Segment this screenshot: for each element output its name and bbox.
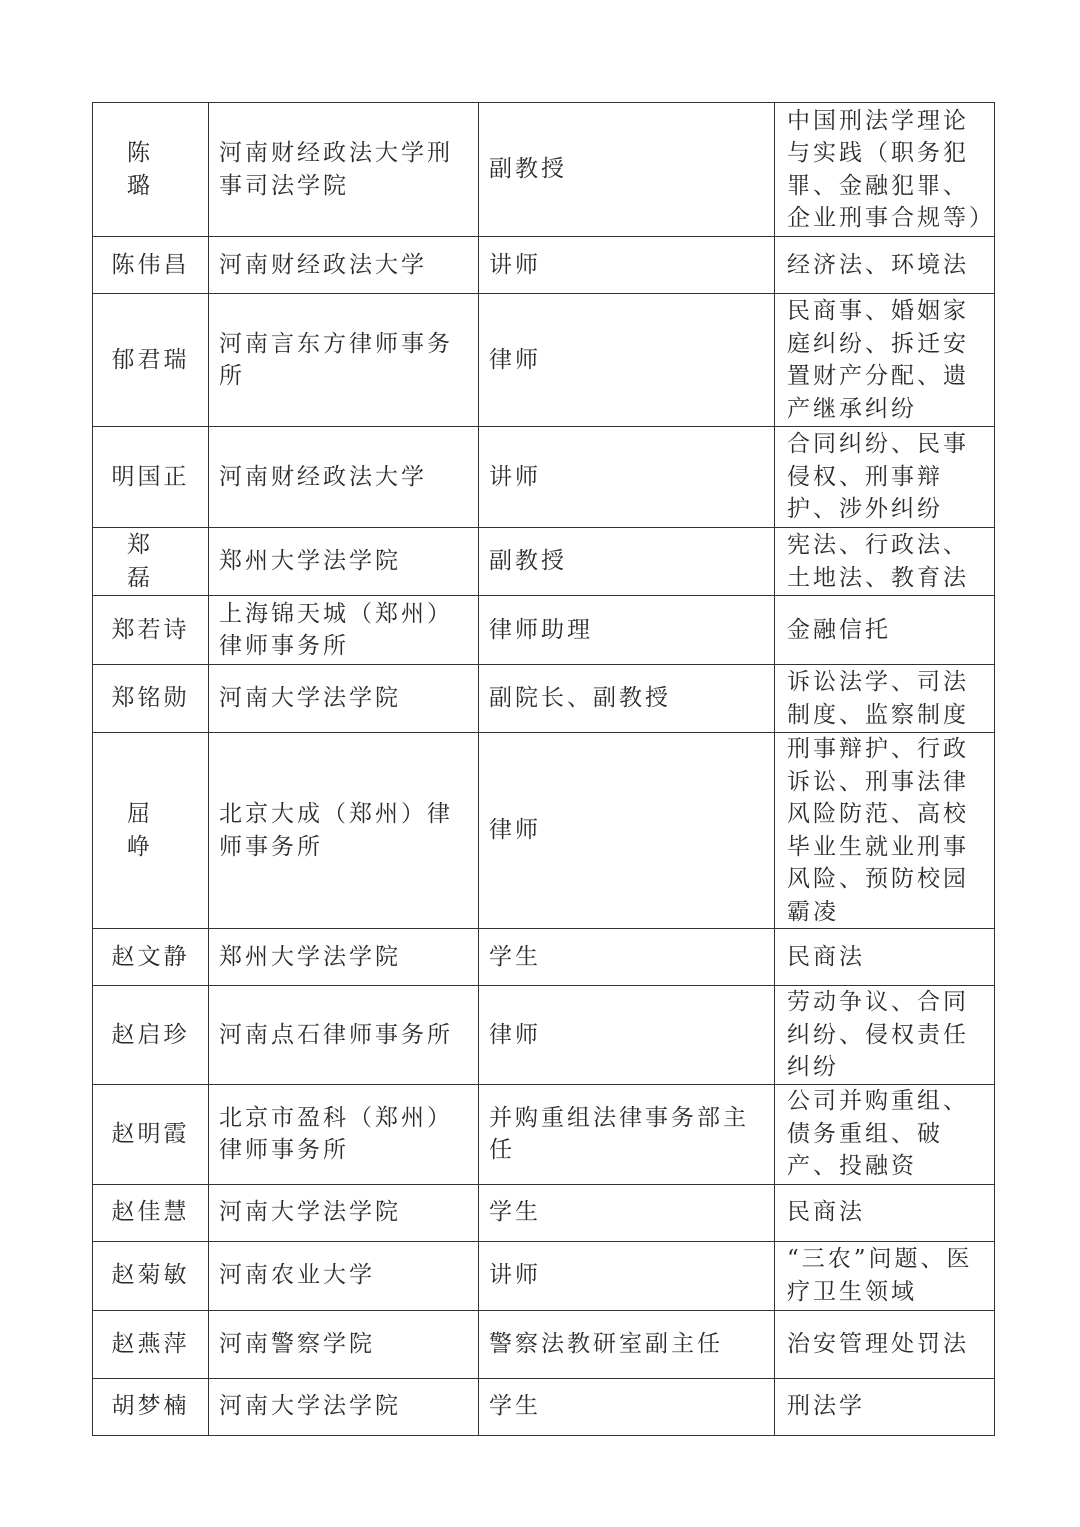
name-cell: 陈 璐 [93, 103, 209, 237]
title-cell: 律师 [479, 294, 775, 427]
name-cell: 赵燕萍 [93, 1310, 209, 1378]
field-cell: 公司并购重组、债务重组、破产、投融资 [775, 1084, 995, 1184]
organization-cell: 河南财经政法大学 [209, 427, 479, 528]
title-cell: 律师 [479, 986, 775, 1085]
field-cell: 诉讼法学、司法制度、监察制度 [775, 665, 995, 733]
table-row [93, 1184, 995, 1241]
table-row [93, 929, 995, 986]
organization-cell: 河南点石律师事务所 [209, 986, 479, 1085]
name-cell: 赵菊敏 [93, 1241, 209, 1310]
organization-cell: 北京大成（郑州）律师事务所 [209, 733, 479, 929]
table-row [93, 528, 995, 596]
title-cell: 律师助理 [479, 596, 775, 665]
table-row [93, 103, 995, 237]
table-row [93, 1310, 995, 1378]
organization-cell: 河南警察学院 [209, 1310, 479, 1378]
table-row [93, 237, 995, 294]
name-cell: 郁君瑞 [93, 294, 209, 427]
table-row [93, 294, 995, 427]
title-cell: 副教授 [479, 103, 775, 237]
table-row [93, 1084, 995, 1184]
name-cell: 赵启珍 [93, 986, 209, 1085]
table-row [93, 596, 995, 665]
title-cell: 律师 [479, 733, 775, 929]
field-cell: 民商法 [775, 1184, 995, 1241]
title-cell: 学生 [479, 1184, 775, 1241]
field-cell: 民商事、婚姻家庭纠纷、拆迁安置财产分配、遗产继承纠纷 [775, 294, 995, 427]
name-cell: 明国正 [93, 427, 209, 528]
name-cell: 胡梦楠 [93, 1378, 209, 1435]
table-row [93, 665, 995, 733]
title-cell: 副教授 [479, 528, 775, 596]
field-cell: “三农”问题、医疗卫生领域 [775, 1241, 995, 1310]
title-cell: 警察法教研室副主任 [479, 1310, 775, 1378]
name-cell: 郑若诗 [93, 596, 209, 665]
title-cell: 讲师 [479, 237, 775, 294]
organization-cell: 河南大学法学院 [209, 665, 479, 733]
field-cell: 中国刑法学理论与实践（职务犯罪、金融犯罪、企业刑事合规等） [775, 103, 995, 237]
title-cell: 并购重组法律事务部主任 [479, 1084, 775, 1184]
title-cell: 副院长、副教授 [479, 665, 775, 733]
table-row [93, 986, 995, 1085]
organization-cell: 河南农业大学 [209, 1241, 479, 1310]
table-row [93, 733, 995, 929]
field-cell: 宪法、行政法、土地法、教育法 [775, 528, 995, 596]
name-cell: 屈 峥 [93, 733, 209, 929]
title-cell: 学生 [479, 1378, 775, 1435]
name-cell: 赵佳慧 [93, 1184, 209, 1241]
name-cell: 赵文静 [93, 929, 209, 986]
organization-cell: 河南财经政法大学 [209, 237, 479, 294]
field-cell: 刑法学 [775, 1378, 995, 1435]
field-cell: 民商法 [775, 929, 995, 986]
name-cell: 郑铭勋 [93, 665, 209, 733]
organization-cell: 河南大学法学院 [209, 1184, 479, 1241]
table-row [93, 427, 995, 528]
field-cell: 刑事辩护、行政诉讼、刑事法律风险防范、高校毕业生就业刑事风险、预防校园霸凌 [775, 733, 995, 929]
field-cell: 金融信托 [775, 596, 995, 665]
field-cell: 经济法、环境法 [775, 237, 995, 294]
organization-cell: 河南大学法学院 [209, 1378, 479, 1435]
name-cell: 郑 磊 [93, 528, 209, 596]
table-row [93, 1378, 995, 1435]
title-cell: 讲师 [479, 1241, 775, 1310]
organization-cell: 河南财经政法大学刑事司法学院 [209, 103, 479, 237]
field-cell: 合同纠纷、民事侵权、刑事辩护、涉外纠纷 [775, 427, 995, 528]
title-cell: 讲师 [479, 427, 775, 528]
field-cell: 劳动争议、合同纠纷、侵权责任纠纷 [775, 986, 995, 1085]
organization-cell: 河南言东方律师事务所 [209, 294, 479, 427]
organization-cell: 郑州大学法学院 [209, 528, 479, 596]
organization-cell: 郑州大学法学院 [209, 929, 479, 986]
name-cell: 赵明霞 [93, 1084, 209, 1184]
organization-cell: 上海锦天城（郑州）律师事务所 [209, 596, 479, 665]
roster-table [92, 102, 995, 1436]
field-cell: 治安管理处罚法 [775, 1310, 995, 1378]
organization-cell: 北京市盈科（郑州）律师事务所 [209, 1084, 479, 1184]
table-row [93, 1241, 995, 1310]
name-cell: 陈伟昌 [93, 237, 209, 294]
title-cell: 学生 [479, 929, 775, 986]
